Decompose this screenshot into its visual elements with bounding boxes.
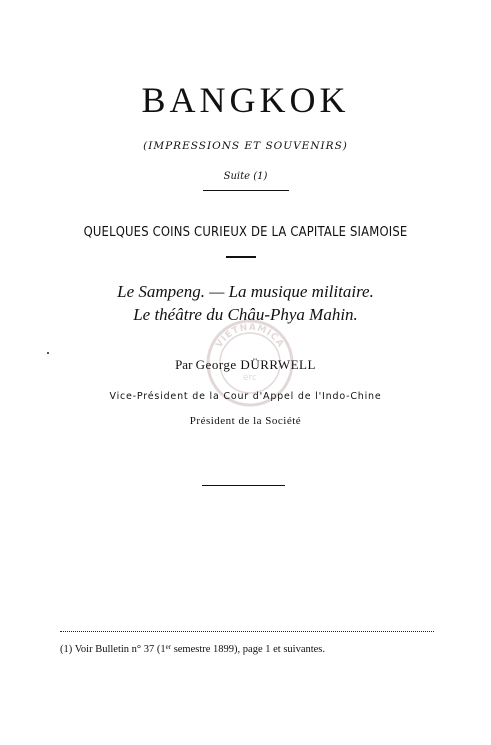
author-prefix: Par [175, 357, 193, 372]
divider-rule [203, 190, 289, 191]
document-title: BANGKOK [141, 80, 350, 120]
footnote [60, 640, 325, 657]
short-divider-rule [226, 256, 256, 258]
library-stamp-watermark [205, 318, 295, 408]
topics-line-2: Le théâtre du Châu-Phya Mahin. [133, 305, 358, 324]
topics-line-1: Le Sampeng. — La musique militaire. [117, 282, 374, 301]
end-divider-rule [202, 485, 285, 486]
margin-speck [47, 352, 49, 354]
watermark-text: VIETNAMICA [214, 322, 286, 350]
footnote-text-before: Voir Bulletin n° 37 (1 [74, 644, 166, 655]
footnote-superscript: er [165, 643, 172, 651]
author-name: George DÜRRWELL [195, 357, 316, 372]
svg-text:VIETNAMICA [214, 323, 285, 350]
document-subtitle: (IMPRESSIONS ET SOUVENIRS) [143, 140, 348, 152]
footnote-separator [60, 631, 434, 632]
footnote-text-after: semestre 1899), page 1 et suivantes. [171, 644, 326, 655]
section-heading: QUELQUES COINS CURIEUX DE LA CAPITALE SIAMOISE [83, 224, 408, 240]
author-role-1: Vice-Président de la Cour d'Appel de l'Indo-Chine [109, 391, 382, 402]
author-role-2: Président de la Société [189, 415, 302, 427]
suite-note: Suite (1) [223, 171, 268, 182]
watermark-label: erc [243, 373, 257, 383]
footnote-marker: (1) [60, 644, 73, 655]
